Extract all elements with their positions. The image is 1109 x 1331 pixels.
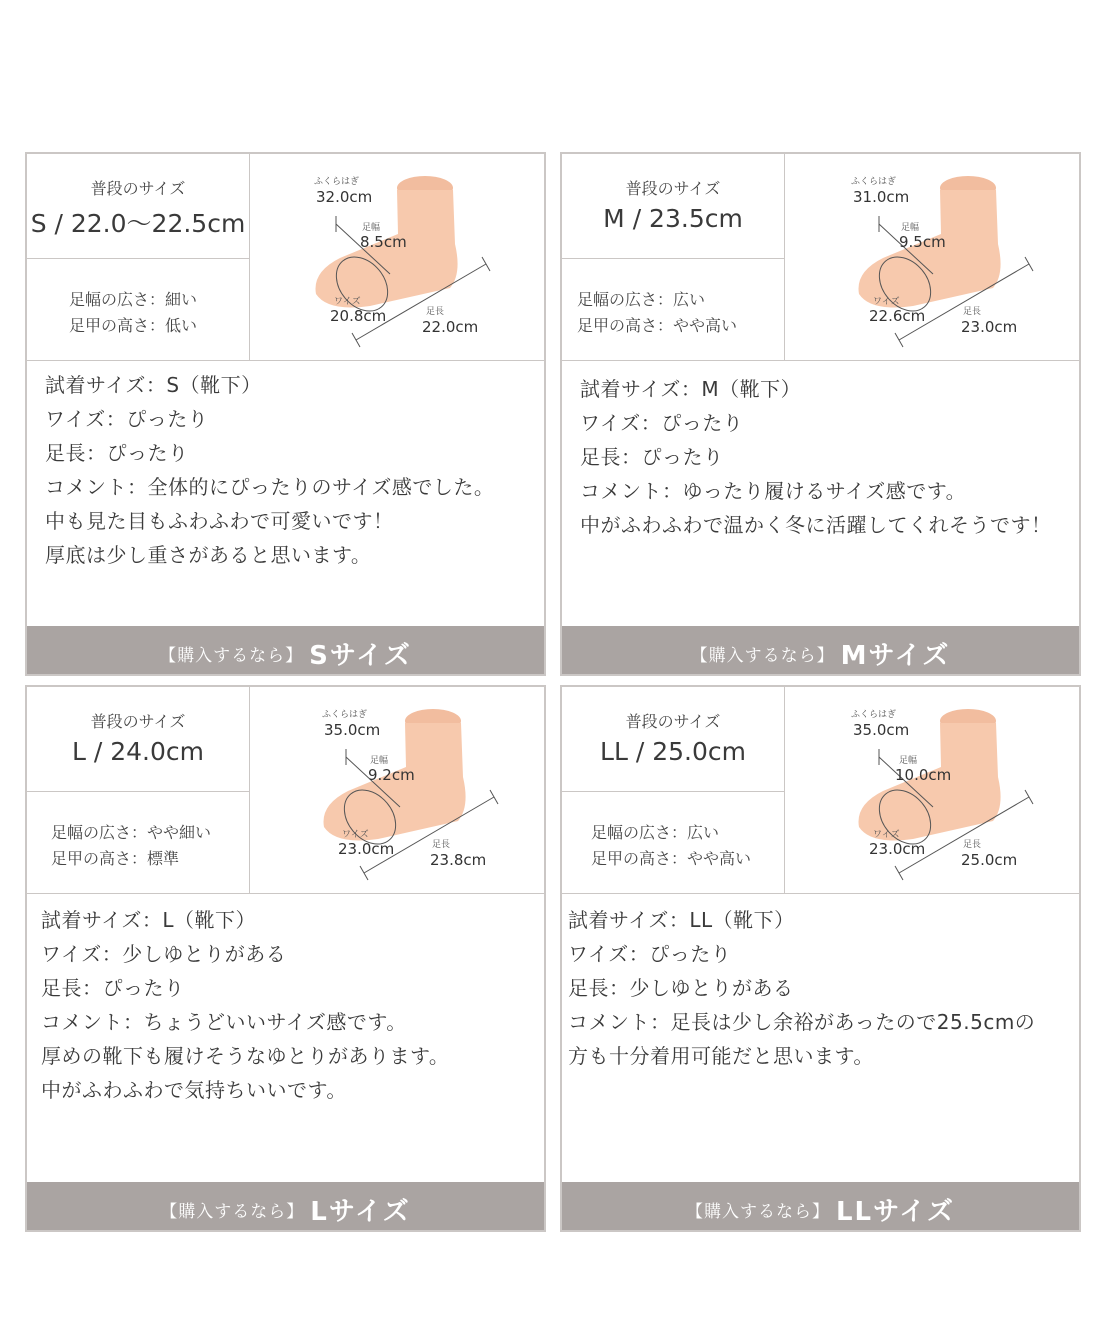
wise-value: 23.0cm: [338, 840, 395, 858]
foot-width-feature: 足幅の広さ：広い: [591, 823, 720, 842]
size-card-ll: [560, 685, 1081, 1232]
size-info: [562, 154, 785, 360]
card-header: [27, 687, 544, 894]
card-header: [27, 154, 544, 361]
calf-label: ふくらはぎ: [851, 710, 897, 720]
length-value: 23.8cm: [430, 851, 487, 869]
foot-width-feature: 足幅の広さ：やや細い: [51, 823, 212, 842]
size-info: [27, 687, 250, 893]
buy-size-ll-button[interactable]: [562, 1182, 1079, 1230]
review-line: 試着サイズ：M（靴下）: [580, 377, 802, 401]
buy-size-s-button[interactable]: [27, 626, 544, 674]
foot-feature-box: [27, 259, 249, 360]
size-info: [562, 687, 785, 893]
review-line: 厚めの靴下も履けそうなゆとりがあります。: [41, 1044, 450, 1068]
size-info: [27, 154, 250, 360]
foot-illustration-icon: [250, 687, 546, 893]
instep-height-feature: 足甲の高さ：やや高い: [591, 849, 752, 868]
foot-width-label: 足幅: [899, 756, 918, 766]
wise-label: ワイズ: [342, 830, 369, 840]
review-line: 足長：少しゆとりがある: [568, 976, 794, 1000]
usual-size-label: 普段のサイズ: [90, 179, 186, 198]
foot-diagram: [250, 154, 546, 360]
foot-feature-box: [27, 792, 249, 893]
wise-value: 23.0cm: [869, 840, 926, 858]
review-line: 足長：ぴったり: [45, 441, 189, 465]
foot-illustration-icon: [785, 687, 1081, 893]
usual-size-box: [27, 154, 249, 259]
foot-illustration-icon: [785, 154, 1081, 360]
foot-width-label: 足幅: [362, 223, 381, 233]
calf-value: 35.0cm: [853, 721, 910, 739]
usual-size-value: S / 22.0～22.5cm: [30, 209, 246, 238]
review-line: 試着サイズ：S（靴下）: [45, 373, 262, 397]
foot-diagram: [785, 687, 1081, 893]
foot-width-value: 9.2cm: [368, 766, 415, 784]
review-line: 試着サイズ：LL（靴下）: [568, 908, 795, 932]
wise-value: 22.6cm: [869, 307, 926, 325]
wise-label: ワイズ: [873, 297, 900, 307]
usual-size-label: 普段のサイズ: [90, 712, 186, 731]
calf-value: 31.0cm: [853, 188, 910, 206]
instep-height-feature: 足甲の高さ：低い: [69, 316, 198, 335]
review-line: コメント：ゆったり履けるサイズ感です。: [580, 479, 967, 503]
buy-prefix: 【購入するなら】: [160, 1202, 305, 1222]
foot-diagram: [785, 154, 1081, 360]
usual-size-value: LL / 25.0cm: [600, 737, 746, 766]
buy-size-label: Mサイズ: [840, 641, 951, 671]
foot-feature-box: [562, 792, 784, 893]
calf-value: 32.0cm: [316, 188, 373, 206]
length-label: 足長: [963, 840, 982, 850]
card-header: [562, 687, 1079, 894]
length-label: 足長: [426, 307, 445, 317]
usual-size-label: 普段のサイズ: [625, 179, 721, 198]
card-header: [562, 154, 1079, 361]
instep-height-feature: 足甲の高さ：標準: [51, 849, 180, 868]
review-line: ワイズ：ぴったり: [580, 411, 744, 435]
length-value: 23.0cm: [961, 318, 1018, 336]
buy-size-label: Sサイズ: [309, 641, 412, 671]
review-line: 中がふわふわで温かく冬に活躍してくれそうです！: [580, 513, 1052, 537]
review-line: 試着サイズ：L（靴下）: [41, 908, 257, 932]
buy-size-l-button[interactable]: [27, 1182, 544, 1230]
usual-size-value: L / 24.0cm: [71, 737, 204, 766]
length-label: 足長: [963, 307, 982, 317]
usual-size-value: M / 23.5cm: [603, 204, 743, 233]
foot-width-value: 8.5cm: [360, 233, 407, 251]
review-line: ワイズ：少しゆとりがある: [41, 942, 287, 966]
wise-label: ワイズ: [873, 830, 900, 840]
review-line: コメント：全体的にぴったりのサイズ感でした。: [45, 475, 495, 499]
review-line: コメント：ちょうどいいサイズ感です。: [41, 1010, 407, 1034]
foot-width-feature: 足幅の広さ：広い: [577, 290, 706, 309]
calf-label: ふくらはぎ: [314, 177, 360, 187]
wise-label: ワイズ: [334, 297, 361, 307]
review-line: 足長：ぴったり: [41, 976, 185, 1000]
buy-prefix: 【購入するなら】: [685, 1202, 830, 1222]
calf-label: ふくらはぎ: [322, 710, 368, 720]
length-label: 足長: [432, 840, 451, 850]
review-line: ワイズ：ぴったり: [568, 942, 732, 966]
review-line: 中がふわふわで気持ちいいです。: [41, 1078, 347, 1102]
review-line: ワイズ：ぴったり: [45, 407, 209, 431]
review-line: 方も十分着用可能だと思います。: [568, 1044, 874, 1068]
foot-width-value: 10.0cm: [895, 766, 952, 784]
usual-size-box: [562, 687, 784, 792]
foot-width-feature: 足幅の広さ：細い: [69, 290, 198, 309]
size-card-l: [25, 685, 546, 1232]
foot-width-value: 9.5cm: [899, 233, 946, 251]
buy-prefix: 【購入するなら】: [159, 646, 304, 666]
foot-width-label: 足幅: [370, 756, 389, 766]
usual-size-label: 普段のサイズ: [625, 712, 721, 731]
length-value: 22.0cm: [422, 318, 479, 336]
size-card-m: [560, 152, 1081, 676]
review-line: 厚底は少し重さがあると思います。: [45, 543, 372, 567]
foot-illustration-icon: [250, 154, 546, 360]
buy-prefix: 【購入するなら】: [690, 646, 835, 666]
usual-size-box: [562, 154, 784, 259]
wise-value: 20.8cm: [330, 307, 387, 325]
review-line: 中も見た目もふわふわで可愛いです！: [45, 509, 394, 533]
review-line: 足長：ぴったり: [580, 445, 724, 469]
buy-size-m-button[interactable]: [562, 626, 1079, 674]
size-card-s: [25, 152, 546, 676]
instep-height-feature: 足甲の高さ：やや高い: [577, 316, 738, 335]
calf-value: 35.0cm: [324, 721, 381, 739]
foot-feature-box: [562, 259, 784, 360]
buy-size-label: Lサイズ: [310, 1197, 411, 1227]
review-line: コメント：足長は少し余裕があったので25.5cmの: [568, 1010, 1036, 1034]
length-value: 25.0cm: [961, 851, 1018, 869]
usual-size-box: [27, 687, 249, 792]
foot-diagram: [250, 687, 546, 893]
calf-label: ふくらはぎ: [851, 177, 897, 187]
buy-size-label: LLサイズ: [835, 1197, 956, 1227]
foot-width-label: 足幅: [901, 223, 920, 233]
